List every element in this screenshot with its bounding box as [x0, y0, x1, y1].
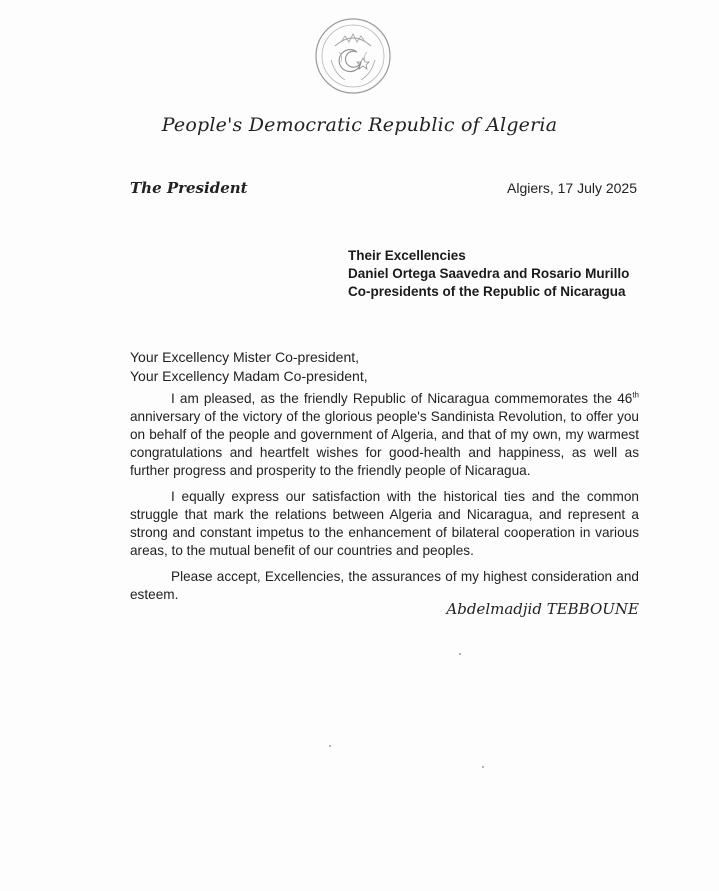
- salutation-block: [130, 348, 368, 386]
- algeria-state-emblem-icon: [313, 16, 393, 96]
- sender-title: The President: [130, 179, 248, 197]
- signature: Abdelmadjid TEBBOUNE: [446, 600, 639, 618]
- salutation-line: Your Excellency Mister Co-president,: [130, 349, 360, 365]
- salutation-line: Your Excellency Madam Co-president,: [130, 368, 368, 384]
- country-name-heading: People's Democratic Republic of Algeria: [161, 114, 558, 136]
- date-line: Algiers, 17 July 2025: [507, 180, 637, 196]
- paragraph-text: I am pleased, as the friendly Republic of Nicaragua commemorates the 46: [171, 391, 633, 406]
- addressee-block: [348, 247, 629, 301]
- addressee-line: Co-presidents of the Republic of Nicaragua: [348, 284, 626, 299]
- scan-speck: [329, 745, 331, 747]
- body-paragraph: I equally express our satisfaction with the historical ties and the common struggle that mark the relations between Algeria and Nicaragua, and represent a strong and constant impetus to the enhancement of bilateral cooperation in various areas, to the mutual benefit of our countries and peoples.: [130, 489, 639, 558]
- body-paragraph: Please accept, Excellencies, the assurances of my highest consideration and esteem.: [130, 569, 639, 602]
- letter-body: [130, 390, 639, 612]
- scan-speck: [459, 653, 461, 655]
- addressee-line: Daniel Ortega Saavedra and Rosario Murillo: [348, 266, 630, 281]
- body-paragraph: [130, 390, 639, 480]
- paragraph-text: anniversary of the victory of the glorious people's Sandinista Revolution, to offer you on behalf of the people and government of Algeria, and that of my own, my warmest congratulations and heartfelt wishes for good-health and happiness, as well as further progress and prosperity to the friendly people of Nicaragua.: [130, 409, 639, 478]
- ordinal-suffix: th: [632, 390, 639, 400]
- scan-speck: [482, 766, 484, 768]
- addressee-line: Their Excellencies: [348, 248, 466, 263]
